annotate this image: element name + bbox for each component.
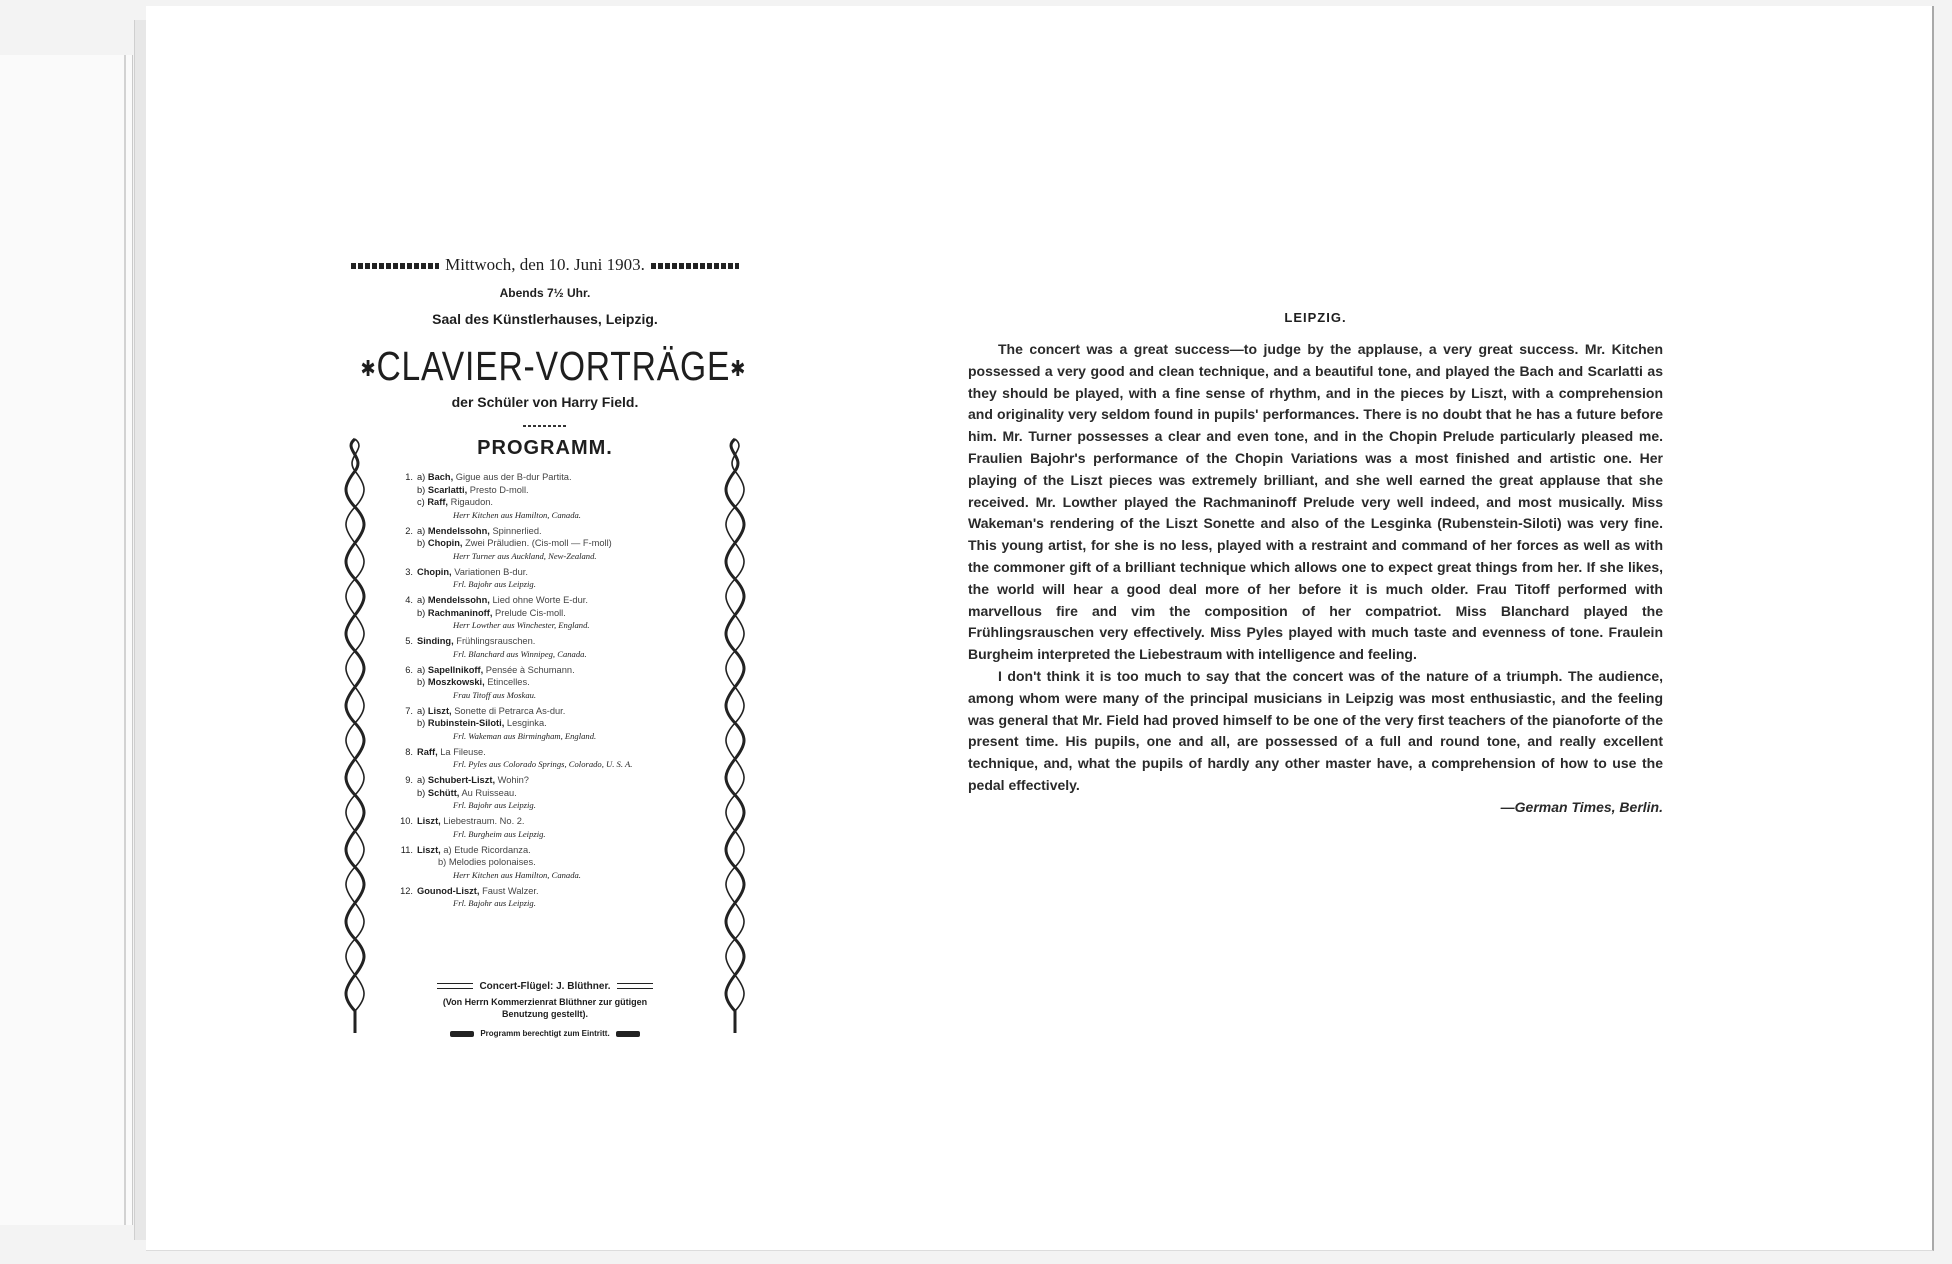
performer: Frl. Blanchard aus Winnipeg, Canada. (453, 648, 587, 659)
work: a) Etude Ricordanza. (443, 844, 531, 855)
work: Faust Walzer. (482, 885, 539, 896)
program-item (398, 705, 708, 742)
item-label: b) (417, 607, 426, 618)
ornament-rule (437, 983, 473, 989)
item-number: 4. (405, 595, 413, 605)
ornament-rule (617, 983, 653, 989)
work: Rigaudon. (450, 497, 493, 507)
work: Gigue aus der B-dur Partita. (455, 472, 572, 482)
program-item (398, 594, 708, 631)
item-number: 10. (400, 816, 413, 826)
admission-text: Programm berechtigt zum Eintritt. (480, 1029, 610, 1038)
item-label: a) (417, 595, 426, 605)
admission-note (320, 1029, 770, 1038)
composer: Rubinstein-Siloti, (427, 718, 505, 728)
program-item (398, 664, 708, 701)
star-ornament-icon: ✱ (730, 356, 747, 382)
item-label: b) (417, 787, 426, 798)
work: Wohin? (497, 775, 529, 785)
venue: Saal des Künstlerhauses, Leipzig. (432, 311, 658, 327)
item-number: 7. (405, 705, 413, 716)
composer: Mendelssohn, (427, 525, 490, 536)
star-ornament-icon: ✱ (360, 356, 377, 382)
press-review (968, 310, 1663, 815)
date-line (320, 255, 770, 275)
performer: Frl. Bajohr aus Leipzig. (453, 800, 536, 810)
work: Sonette di Petrarca As-dur. (454, 705, 566, 716)
program-subtitle: der Schüler von Harry Field. (451, 394, 639, 410)
composer: Sinding, (417, 636, 454, 646)
work: b) Melodies polonaises. (438, 857, 536, 867)
work: Lied ohne Worte E-dur. (492, 595, 588, 605)
item-label: b) (417, 677, 426, 687)
composer: Mendelssohn, (427, 595, 490, 605)
item-number: 6. (405, 664, 413, 675)
program-title-text: CLAVIER-VORTRÄGE (376, 343, 731, 389)
performer: Frl. Bajohr aus Leipzig. (453, 898, 536, 908)
composer: Chopin, (427, 538, 463, 548)
work: Variationen B-dur. (454, 566, 528, 577)
pointing-hand-icon (450, 1031, 474, 1037)
composer: Schubert-Liszt, (427, 775, 496, 785)
review-paragraph: The concert was a great success—to judge by the applause, a very great success. Mr. Kitchen possessed a very good and clean technique, and a beautiful tone, and played the Bach and Scarlatti as they should be played, with a fine sense of rhythm, and in the pieces by Liszt, with a comprehension and originality very seldom found in pupils' performances. There is no doubt that he has a future before him. Mr. Turner possesses a clear and even tone, and in the Chopin Prelude particularly pleased me. Fraulien Bajohr's performance of the Chopin Variations was a most finished and artistic one. Her playing of the Liszt pieces was extremely brilliant, and she well earned the great applause that she received. Mr. Lowther played the Rachmaninoff Prelude very well indeed, and most musically. Miss Wakeman's rendering of the Liszt Sonette and also of the Lesginka (Rubenstein-Siloti) was very fine. This young artist, for she is no less, played with a restraint and command of her forces as well as with the commoner gift of a brilliant technique which allows one to expect great things from her. If she likes, the world will hear a good deal more of her before it is much older. Frau Titoff performed with marvellous fire and vim the composition of her compatriot. Miss Blanchard played the Frühlingsrauschen very effectively. Miss Pyles played with much taste and evenness of tone. Fraulein Burgheim interpreted the Liebestraum with intelligence and feeling. (968, 341, 1663, 663)
piano-credit-text: Concert-Flügel: J. Blüthner. (479, 981, 611, 992)
performer: Frl. Pyles aus Colorado Springs, Colorado, U. S. A. (453, 759, 633, 769)
performer: Frl. Burgheim aus Leipzig. (453, 828, 546, 839)
composer: Raff, (417, 746, 438, 757)
item-label: b) (417, 538, 426, 548)
work: Au Ruisseau. (461, 787, 517, 798)
work: Liebestraum. No. 2. (443, 816, 525, 826)
program-item (398, 746, 708, 771)
ornament-left (351, 263, 439, 269)
composer: Raff, (427, 497, 449, 507)
vine-border-left (342, 435, 368, 1035)
composer: Liszt, (417, 816, 441, 826)
program-item (398, 885, 708, 910)
ornament-right (651, 263, 739, 269)
item-label: c) (417, 497, 425, 507)
work: Etincelles. (487, 677, 530, 687)
composer: Liszt, (427, 705, 452, 716)
pointing-hand-icon (616, 1031, 640, 1037)
item-number: 2. (405, 525, 413, 536)
performer: Herr Turner aus Auckland, New-Zealand. (453, 550, 597, 561)
work: Spinnerlied. (492, 525, 542, 536)
piano-credit (320, 981, 770, 992)
left-page-sheet (0, 55, 133, 1225)
item-number: 3. (405, 566, 413, 577)
composer: Chopin, (417, 566, 452, 577)
courtesy-note (320, 996, 770, 1020)
item-number: 9. (405, 775, 413, 785)
performer: Herr Kitchen aus Hamilton, Canada. (453, 509, 581, 520)
item-label: a) (417, 775, 426, 785)
program-item (398, 815, 708, 840)
performer: Frl. Wakeman aus Birmingham, England. (453, 730, 597, 741)
program-item (398, 471, 708, 521)
composer: Bach, (427, 472, 454, 482)
program-item (398, 635, 708, 660)
item-label: a) (417, 705, 426, 716)
program-item (398, 525, 708, 562)
performer: Herr Kitchen aus Hamilton, Canada. (453, 869, 581, 880)
courtesy-line: (Von Herrn Kommerzienrat Blüthner zur gütigen (442, 997, 648, 1007)
divider (523, 425, 567, 427)
performer: Frau Titoff aus Moskau. (453, 689, 537, 700)
performer: Herr Lowther aus Winchester, England. (453, 620, 590, 630)
program-heading: PROGRAMM. (477, 437, 613, 459)
program-title (360, 343, 747, 390)
item-number: 12. (400, 885, 413, 896)
work: Zwei Präludien. (Cis-moll — F-moll) (465, 538, 612, 548)
work: Pensée à Schumann. (485, 664, 575, 675)
review-source: —German Times, Berlin. (1500, 798, 1663, 815)
composer: Schütt, (427, 787, 460, 798)
item-number: 5. (405, 636, 413, 646)
program-items (398, 471, 708, 913)
work: La Fileuse. (440, 746, 486, 757)
review-heading: LEIPZIG. (1284, 310, 1347, 325)
work: Presto D-moll. (469, 484, 529, 495)
composer: Sapellnikoff, (427, 664, 484, 675)
item-number: 1. (405, 472, 413, 482)
composer: Scarlatti, (427, 484, 468, 495)
program-item (398, 566, 708, 591)
work: Frühlingsrauschen. (456, 636, 536, 646)
vine-border-right (722, 435, 748, 1035)
work: Prelude Cis-moll. (495, 607, 566, 618)
composer: Gounod-Liszt, (417, 885, 480, 896)
work: Lesginka. (506, 718, 547, 728)
date-text: Mittwoch, den 10. Juni 1903. (445, 255, 645, 274)
item-label: b) (417, 718, 426, 728)
composer: Moszkowski, (427, 677, 485, 687)
performer: Frl. Bajohr aus Leipzig. (453, 579, 536, 589)
item-label: a) (417, 525, 426, 536)
program-item (398, 774, 708, 811)
composer: Liszt, (417, 844, 441, 855)
item-label: a) (417, 664, 426, 675)
composer: Rachmaninoff, (427, 607, 493, 618)
concert-time: Abends 7½ Uhr. (499, 286, 591, 300)
concert-program-leaflet (320, 255, 770, 1045)
program-item (398, 844, 708, 881)
review-paragraph: I don't think it is too much to say that the concert was of the nature of a triumph. The audience, among whom were many of the principal musicians in Leipzig was most enthusiastic, and the feeling was general that Mr. Field had proved himself to be one of the very first teachers of the pianoforte of the present time. His pupils, one and all, are possessed of a full and round tone, and really excellent technique, and, what the pupils of hardly any other master have, a comprehension of how to use the pedal effectively. (968, 667, 1663, 793)
item-label: b) (417, 484, 426, 495)
page-fold (124, 55, 126, 1225)
item-number: 11. (400, 844, 413, 855)
courtesy-line: Benutzung gestellt). (502, 1009, 588, 1019)
item-label: a) (417, 472, 426, 482)
item-number: 8. (405, 746, 413, 757)
